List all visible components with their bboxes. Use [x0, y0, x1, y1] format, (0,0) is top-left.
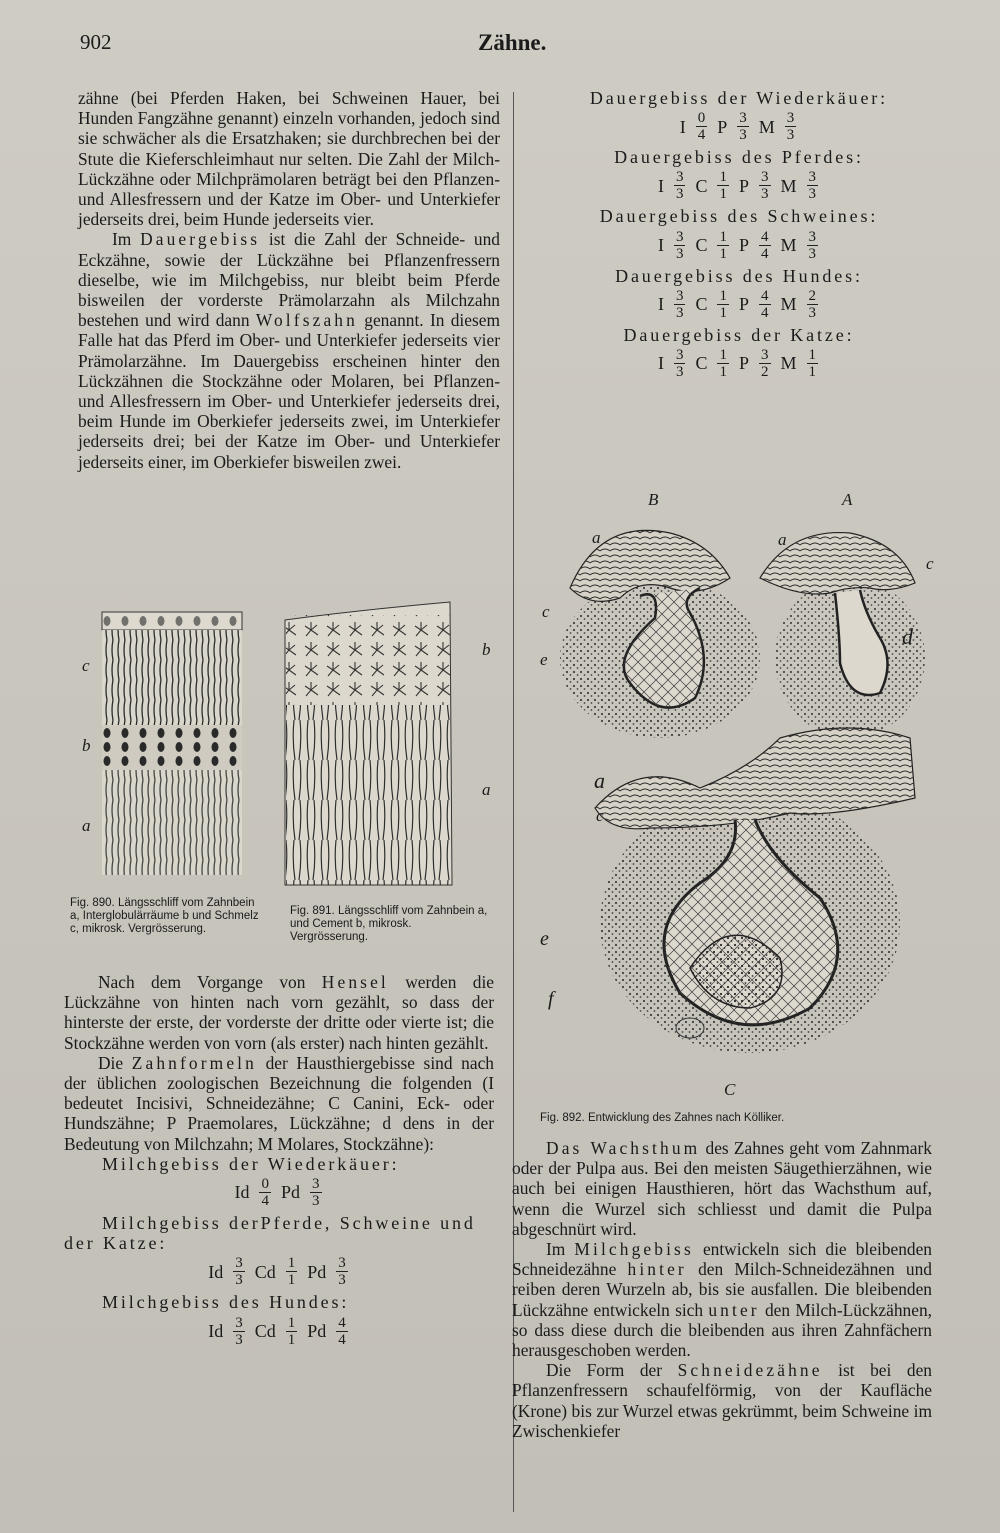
heading-perm-pig: Dauergebiss des Schweines: [599, 206, 879, 227]
fig892-label-e-B: e [540, 650, 548, 669]
fig892-label-a-B: a [592, 528, 601, 547]
term-wachsthum: Das Wachsthum [546, 1138, 701, 1158]
fig890-drawing [102, 612, 242, 875]
right-column-formulas [540, 88, 938, 384]
fig892-stage-C [595, 728, 915, 1053]
fig892-label-C: C [724, 1080, 736, 1099]
paragraph-growth: Das Wachsthum des Zahnes geht vom Zahnmark oder der Pulpa aus. Bei den meisten Säugethierzähnen, wie auch bei einigen Hausthieren, hört das Wachsthum auf, wenn die Wurzel sich schliesst und damit die Pulpa abgeschnürt wird. [512, 1138, 932, 1239]
heading-perm-ruminants: Dauergebiss der Wiederkäuer: [589, 88, 889, 108]
fig892-caption: Fig. 892. Entwicklung des Zahnes nach Kölliker. [540, 1112, 785, 1124]
formula-perm-cat: I $\frac{3}{3}$ C $\frac{1}{1}$ P $\frac{3}{2}$ M $\frac{1}{1}$ [657, 347, 817, 381]
heading-perm-dog: Dauergebiss des Hundes: [615, 265, 863, 286]
fig892-label-a-C: a [594, 768, 605, 793]
tooth-development-drawing [530, 488, 950, 1098]
left-column-top [78, 88, 500, 472]
formula-perm-pig: I $\frac{3}{3}$ C $\frac{1}{1}$ P $\frac{4}{4}$ M $\frac{3}{3}$ [657, 228, 817, 262]
formula-perm-dog: I $\frac{3}{3}$ C $\frac{1}{1}$ P $\frac{4}{4}$ M $\frac{2}{3}$ [657, 287, 817, 321]
heading-milk-ruminants: Milchgebiss der Wiederkäuer: [102, 1153, 400, 1174]
term-schneidezaehne: Schneidezähne [677, 1360, 823, 1381]
term-wolfszahn: Wolfszahn [255, 310, 358, 331]
fig891-caption: Fig. 891. Längsschliff vom Zahnbein a, und Cement b, mikrosk. Vergrösserung. [290, 905, 488, 943]
figures-890-891 [80, 600, 500, 905]
fig892-label-f: f [548, 988, 554, 1010]
formula-milk-dog: Id $\frac{3}{3}$ Cd $\frac{1}{1}$ Pd $\frac{4}{4}$ [208, 1314, 346, 1348]
fig892-label-c-C: c [596, 806, 604, 825]
term-dauergebiss: Dauergebiss [140, 229, 261, 250]
term-milchgebiss: Milchgebiss [574, 1239, 694, 1260]
paragraph-milk-replacement: Im Milchgebiss entwickeln sich die bleibenden Schneidezähne hinter den Milch-Schneidezähnen und reiben deren Wurzeln ab, bis sie ausfallen. Die bleibenden Lückzähne entwickeln sich unter den Milch-Lückzähnen, so dass diese durch die bleibenden aus ihren Zahnfächern herausgeschoben werden. [512, 1239, 932, 1361]
fig890-label-a: a [82, 816, 91, 835]
term-hinter: hinter [627, 1259, 687, 1280]
heading-perm-horse: Dauergebiss des Pferdes: [614, 147, 864, 168]
heading-milk-dog: Milchgebiss des Hundes: [102, 1292, 350, 1313]
term-unter: unter [708, 1299, 760, 1320]
fig890-caption: Fig. 890. Längsschliff vom Zahnbein a, Interglobulärräume b und Schmelz c, mikrosk. Vergrösserung. [70, 897, 259, 935]
heading-milk-horse-pig-cat: Milchgebiss derPferde, Schweine und der Katze: [64, 1213, 476, 1254]
formula-perm-horse: I $\frac{3}{3}$ C $\frac{1}{1}$ P $\frac{3}{3}$ M $\frac{3}{3}$ [657, 169, 817, 203]
fig892-label-a-A: a [778, 530, 787, 549]
right-column-bottom [512, 1138, 932, 1441]
paragraph-permanent-dentition: Im Dauergebiss ist die Zahl der Schneide- und Eckzähne, sowie der Lückzähne bei Pflanzenfressern dieselbe, wie im Milchgebiss, nur bleibt beim Pferde bisweilen der vorderste Prämolarzahn als Milchzahn bestehen und wird dann Wolfszahn genannt. In diesem Falle hat das Pferd im Ober- und Unterkiefer jederseits vier Prämolarzähne. Im Dauergebiss erscheinen hinter den Lückzähnen die Stockzähne oder Molaren, bei Pflanzen- und Allesfressern im Ober- und Unterkiefer jederseits drei, beim Hunde im Oberkiefer jederseits zwei, im Unterkiefer jederseits drei; bei der Katze im Ober- und Unterkiefer jederseits einer, im Oberkiefer bisweilen zwei. [78, 229, 500, 472]
fig892-label-A: A [842, 490, 853, 509]
figure-892 [530, 488, 950, 1108]
fig892-label-d: d [902, 624, 913, 649]
running-title: Zähne. [478, 30, 547, 55]
paragraph-hensel: Nach dem Vorgange von Hensel werden die Lückzähne von hinten nach vorn gezählt, so dass der hinterste der erste, der vorderste der dritte oder vierte ist; die Stockzähne werden von vorn (als erster) nach hinten gezählt. [64, 972, 494, 1053]
paragraph-incisor-form: Die Form der Schneidezähne ist bei den Pflanzenfressern schaufelförmig, von der Kaufläche (Krone) bis zur Wurzel etwas gekrümmt, beim Schweine im Zwischenkiefer [512, 1360, 932, 1441]
fig892-label-e-C: e [540, 928, 549, 950]
paragraph-milk-canines: zähne (bei Pferden Haken, bei Schweinen Hauer, bei Hunden Fangzähne genannt) einzeln vorhanden, jedoch sind sie schwächer als die Ersatzhaken; sie durchbrechen bei der Stute die Kieferschleimhaut nur selten. Die Zahl der Milch-Lückzähne oder Milchprämolaren beträgt bei den Pflanzen- und Allesfressern und der Katze im Ober- und Unterkiefer jederseits drei, beim Hunde jederseits vier. [78, 88, 500, 230]
fig892-label-B: B [648, 490, 659, 509]
fig890-label-b: b [82, 736, 91, 755]
name-hensel: Hensel [321, 972, 389, 992]
fig892-stage-B [560, 530, 760, 738]
formula-perm-ruminants: I $\frac{0}{4}$ P $\frac{3}{3}$ M $\frac{3}{3}$ [679, 110, 795, 144]
heading-perm-cat: Dauergebiss der Katze: [623, 324, 855, 345]
left-column-bottom [64, 972, 494, 1352]
micrograph-illustrations [80, 600, 500, 900]
fig892-label-c-B: c [542, 602, 550, 621]
fig890-label-c: c [82, 656, 90, 675]
fig891-drawing [285, 602, 452, 885]
fig892-label-c-A: c [926, 554, 934, 573]
page-number: 902 [80, 30, 112, 54]
term-zahnformeln: Zahnformeln [131, 1052, 257, 1073]
fig891-label-b: b [482, 640, 491, 659]
page-header [80, 30, 960, 64]
fig891-label-a: a [482, 780, 491, 799]
paragraph-zahnformeln: Die Zahnformeln der Hausthiergebisse sind nach der üblichen zoologischen Bezeichnung die folgenden (I bedeutet Incisivi, Schneidezähne; C Canini, Eck- oder Hundszähne; P Praemolares, Lückzähne; d dens in der Bedeutung von Milchzahn; M Molares, Stockzähne): [64, 1052, 494, 1154]
fig892-stage-A [760, 533, 925, 738]
formula-milk-horse-pig-cat: Id $\frac{3}{3}$ Cd $\frac{1}{1}$ Pd $\frac{3}{3}$ [208, 1255, 346, 1289]
formula-milk-ruminants: Id $\frac{0}{4}$ Pd $\frac{3}{3}$ [234, 1176, 320, 1210]
